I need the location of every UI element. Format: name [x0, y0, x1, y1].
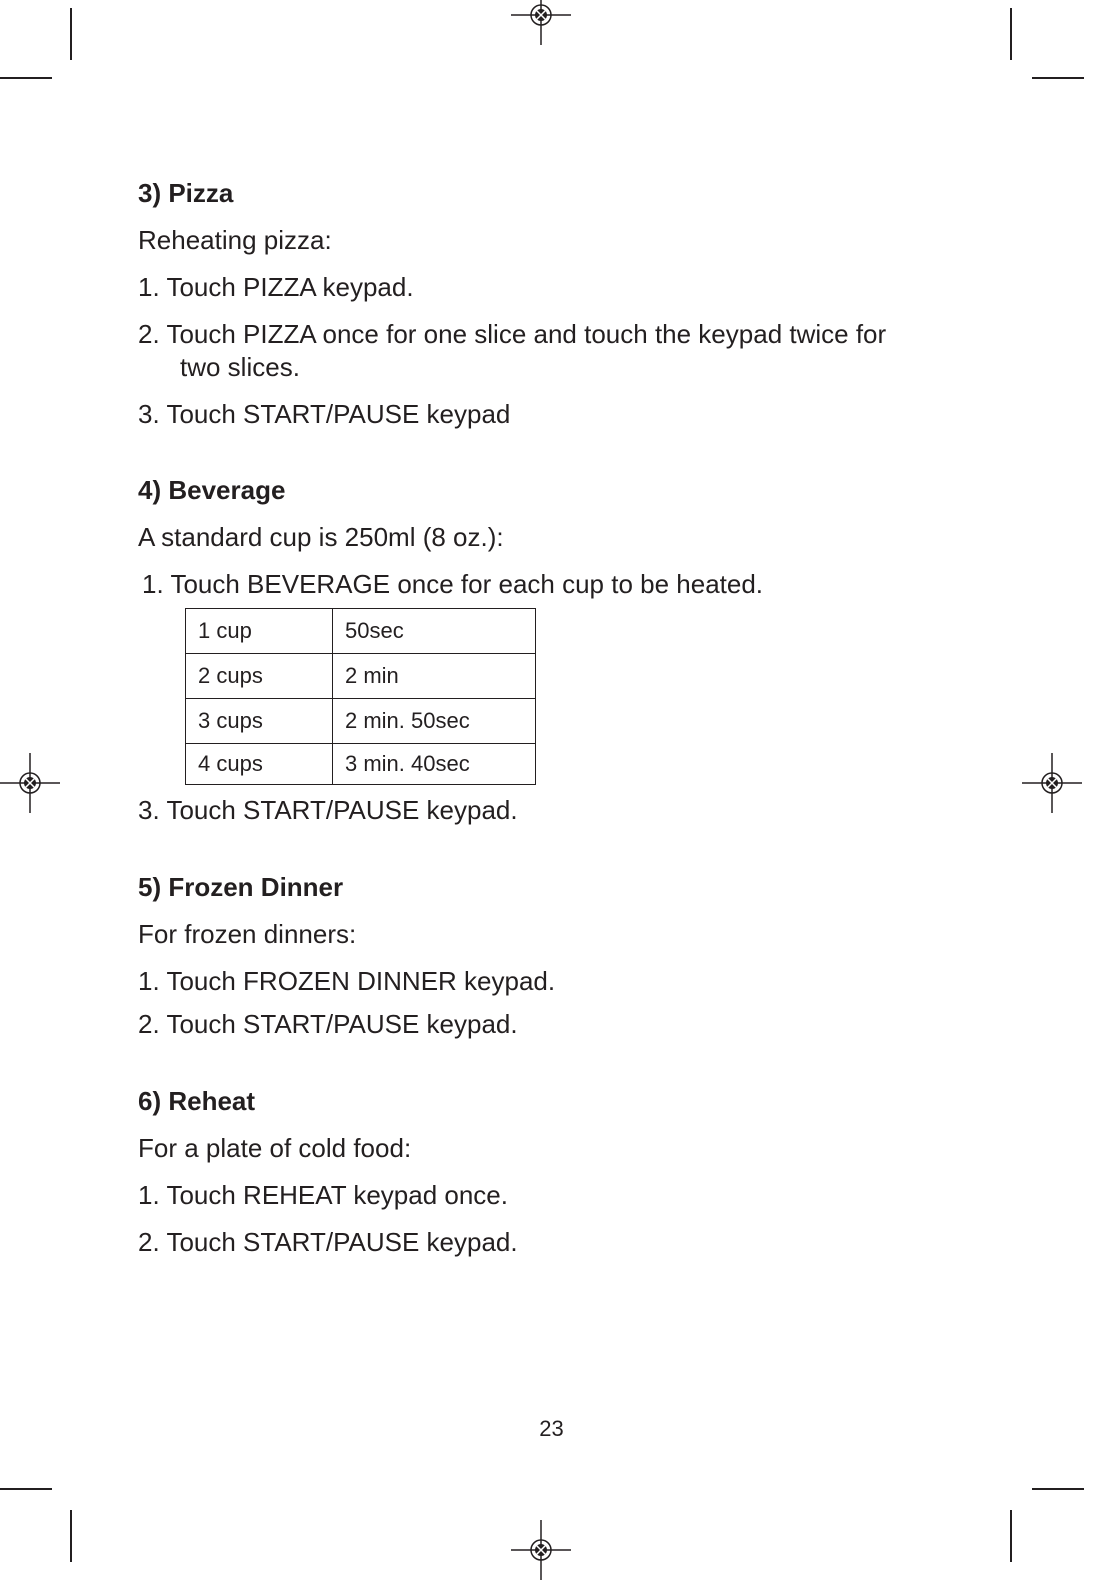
- table-row: [186, 654, 536, 699]
- section-heading: 5) Frozen Dinner: [138, 872, 344, 902]
- crop-mark: [0, 1488, 52, 1490]
- table-cell: 2 cups: [186, 654, 333, 699]
- table-row: [186, 744, 536, 785]
- crop-mark: [70, 8, 72, 60]
- section-heading: 6) Reheat: [138, 1086, 256, 1116]
- page-number: 23: [539, 1416, 564, 1441]
- step: 1. Touch PIZZA keypad.: [138, 272, 414, 302]
- section-heading: 4) Beverage: [138, 475, 286, 505]
- registration-mark-icon: [511, 1520, 571, 1580]
- section-intro: For frozen dinners:: [138, 919, 357, 949]
- crop-mark: [70, 1510, 72, 1562]
- step-continuation: two slices.: [180, 352, 300, 382]
- section-intro: For a plate of cold food:: [138, 1133, 412, 1163]
- crop-mark: [1010, 8, 1012, 60]
- table-cell: 50sec: [333, 609, 536, 654]
- section-intro: Reheating pizza:: [138, 225, 332, 255]
- step: 1. Touch BEVERAGE once for each cup to be heated.: [142, 569, 764, 599]
- table-cell: 2 min: [333, 654, 536, 699]
- step: 1. Touch REHEAT keypad once.: [138, 1180, 508, 1210]
- table-cell: 2 min. 50sec: [333, 699, 536, 744]
- beverage-table: [185, 608, 536, 785]
- step: 2. Touch PIZZA once for one slice and touch the keypad twice for: [138, 319, 887, 349]
- table-row: [186, 699, 536, 744]
- step: 2. Touch START/PAUSE keypad.: [138, 1227, 518, 1257]
- registration-mark-icon: [1022, 753, 1082, 813]
- table-cell: 3 cups: [186, 699, 333, 744]
- crop-mark: [1032, 77, 1084, 79]
- registration-mark-icon: [0, 753, 60, 813]
- step: 1. Touch FROZEN DINNER keypad.: [138, 966, 556, 996]
- table-row: [186, 609, 536, 654]
- step: 3. Touch START/PAUSE keypad: [138, 399, 511, 429]
- step: 3. Touch START/PAUSE keypad.: [138, 795, 518, 825]
- crop-mark: [1032, 1488, 1084, 1490]
- table-cell: 1 cup: [186, 609, 333, 654]
- step: 2. Touch START/PAUSE keypad.: [138, 1009, 518, 1039]
- section-intro: A standard cup is 250ml (8 oz.):: [138, 522, 504, 552]
- table-cell: 4 cups: [186, 744, 333, 785]
- registration-mark-icon: [511, 0, 571, 45]
- crop-mark: [1010, 1510, 1012, 1562]
- section-heading: 3) Pizza: [138, 178, 234, 208]
- table-cell: 3 min. 40sec: [333, 744, 536, 785]
- crop-mark: [0, 77, 52, 79]
